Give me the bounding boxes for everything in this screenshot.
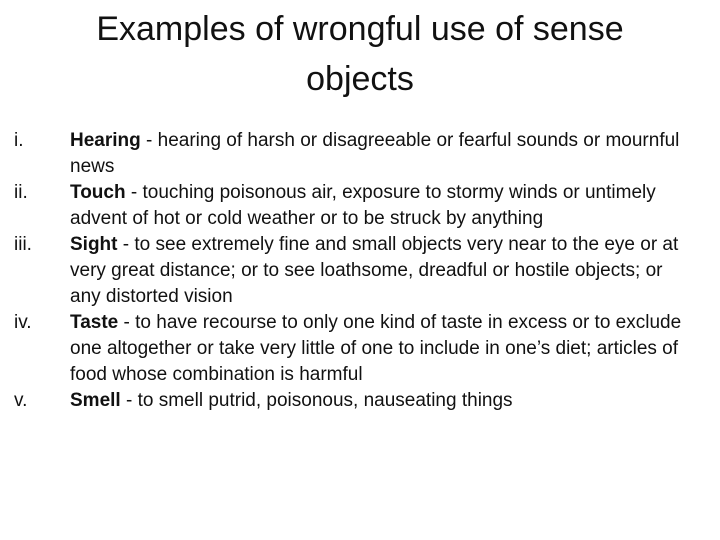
list-marker: v. — [14, 390, 28, 411]
description-taste: - to have recourse to only one kind of taste in excess or to exclude one altogether or take very little of one to include in one’s diet; articles of food whose combination is harmful — [70, 312, 682, 385]
term-sight: Sight — [70, 234, 118, 255]
list-item-taste — [14, 310, 694, 388]
description-hearing: - hearing of harsh or disagreeable or fearful sounds or mournful news — [70, 130, 680, 177]
list-item-hearing — [14, 128, 694, 180]
list-marker: iv. — [14, 312, 32, 333]
description-smell: - to smell putrid, poisonous, nauseating things — [125, 390, 513, 411]
term-touch: Touch — [70, 182, 126, 203]
sense-objects-list — [14, 128, 694, 414]
slide-title-line-1: Examples of wrongful use of sense — [96, 10, 624, 48]
description-touch: - touching poisonous air, exposure to stormy winds or untimely advent of hot or cold weather or to be struck by anything — [70, 182, 656, 229]
term-smell: Smell — [70, 390, 121, 411]
slide-title — [40, 4, 680, 104]
term-taste: Taste — [70, 312, 119, 333]
list-item-touch — [14, 180, 694, 232]
list-item-sight — [14, 232, 694, 310]
slide-title-line-2: objects — [306, 60, 414, 98]
term-hearing: Hearing — [70, 130, 141, 151]
list-marker: iii. — [14, 234, 32, 255]
list-marker: i. — [14, 130, 24, 151]
list-item-smell — [14, 388, 694, 414]
description-sight: - to see extremely fine and small objects very near to the eye or at very great distance; or to see loathsome, dreadful or hostile objects; or any distorted vision — [70, 234, 679, 307]
list-marker: ii. — [14, 182, 28, 203]
